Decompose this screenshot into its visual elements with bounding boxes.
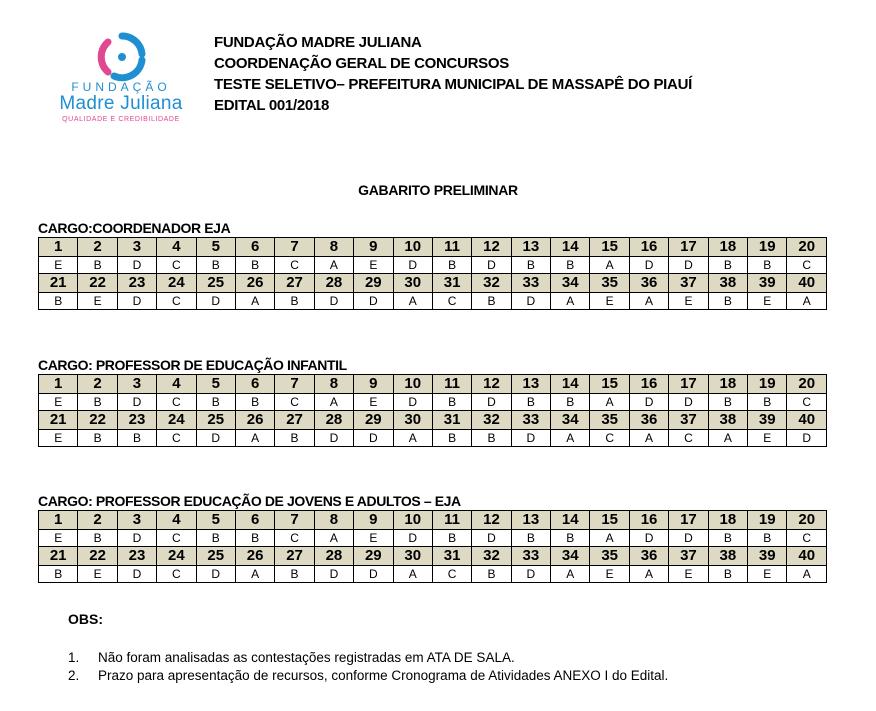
answer-row: [39, 430, 827, 447]
answer-cell: B: [511, 257, 550, 274]
question-number-cell: 18: [708, 375, 747, 394]
question-number-cell: 11: [432, 238, 471, 257]
question-number-cell: 37: [669, 547, 708, 566]
question-number-cell: 15: [590, 511, 629, 530]
answer-cell: C: [432, 566, 471, 583]
question-number-cell: 5: [196, 511, 235, 530]
question-number-cell: 19: [748, 238, 787, 257]
answer-cell: D: [314, 293, 353, 310]
section-professor-educacao-infantil: [38, 356, 827, 447]
answer-cell: D: [511, 566, 550, 583]
answer-cell: B: [235, 257, 274, 274]
answer-cell: B: [748, 530, 787, 547]
question-number-cell: 40: [787, 411, 827, 430]
answer-cell: C: [157, 530, 196, 547]
question-number-cell: 6: [235, 238, 274, 257]
question-number-cell: 22: [78, 274, 117, 293]
answer-cell: D: [629, 257, 668, 274]
answer-cell: B: [78, 257, 117, 274]
section-title: CARGO: PROFESSOR EDUCAÇÃO DE JOVENS E ADULTOS – EJA: [38, 493, 461, 509]
note-number: 2.: [68, 668, 80, 683]
answer-cell: D: [472, 530, 511, 547]
section-coordenador-eja: [38, 219, 827, 310]
answer-cell: C: [669, 430, 708, 447]
question-number-cell: 22: [78, 547, 117, 566]
answer-row: [39, 530, 827, 547]
number-row: [39, 511, 827, 530]
answer-cell: A: [235, 293, 274, 310]
answer-cell: D: [314, 430, 353, 447]
question-number-cell: 13: [511, 238, 550, 257]
question-number-cell: 8: [314, 238, 353, 257]
logo-text-madre-juliana: Madre Juliana: [59, 93, 183, 114]
question-number-cell: 27: [275, 547, 314, 566]
question-number-cell: 9: [354, 511, 393, 530]
question-number-cell: 25: [196, 411, 235, 430]
answer-cell: D: [472, 257, 511, 274]
answer-cell: D: [669, 394, 708, 411]
gabarito-title: GABARITO PRELIMINAR: [358, 182, 518, 198]
answer-cell: D: [354, 293, 393, 310]
question-number-cell: 3: [117, 375, 156, 394]
answer-cell: E: [590, 293, 629, 310]
answer-cell: A: [629, 293, 668, 310]
question-number-cell: 4: [157, 511, 196, 530]
answer-cell: A: [590, 530, 629, 547]
header-line-3: TESTE SELETIVO– PREFEITURA MUNICIPAL DE MASSAPÊ DO PIAUÍ: [214, 76, 692, 93]
question-number-cell: 1: [39, 375, 78, 394]
answer-cell: A: [393, 566, 432, 583]
answer-cell: B: [748, 394, 787, 411]
question-number-cell: 3: [117, 511, 156, 530]
header-line-1: FUNDAÇÃO MADRE JULIANA: [214, 34, 422, 51]
question-number-cell: 36: [629, 274, 668, 293]
question-number-cell: 29: [354, 411, 393, 430]
question-number-cell: 17: [669, 511, 708, 530]
question-number-cell: 17: [669, 238, 708, 257]
answer-cell: D: [629, 394, 668, 411]
question-number-cell: 16: [629, 375, 668, 394]
question-number-cell: 27: [275, 411, 314, 430]
note-text: Não foram analisadas as contestações registradas em ATA DE SALA.: [98, 650, 515, 665]
question-number-cell: 28: [314, 547, 353, 566]
question-number-cell: 15: [590, 238, 629, 257]
obs-label: OBS:: [68, 611, 103, 627]
question-number-cell: 11: [432, 511, 471, 530]
answer-cell: E: [78, 566, 117, 583]
answer-cell: B: [472, 566, 511, 583]
question-number-cell: 20: [787, 238, 827, 257]
logo-tagline: QUALIDADE E CREDIBILIDADE: [62, 116, 180, 123]
question-number-cell: 25: [196, 547, 235, 566]
answer-cell: A: [551, 430, 590, 447]
question-number-cell: 1: [39, 511, 78, 530]
question-number-cell: 39: [748, 547, 787, 566]
question-number-cell: 21: [39, 547, 78, 566]
question-number-cell: 35: [590, 547, 629, 566]
question-number-cell: 12: [472, 238, 511, 257]
question-number-cell: 25: [196, 274, 235, 293]
question-number-cell: 34: [551, 547, 590, 566]
question-number-cell: 35: [590, 274, 629, 293]
answer-cell: A: [787, 293, 827, 310]
answer-cell: B: [551, 530, 590, 547]
answer-cell: E: [39, 530, 78, 547]
answer-cell: C: [432, 293, 471, 310]
header-line-2: COORDENAÇÃO GERAL DE CONCURSOS: [214, 55, 509, 72]
answer-cell: A: [787, 566, 827, 583]
answer-cell: D: [669, 257, 708, 274]
question-number-cell: 12: [472, 375, 511, 394]
question-number-cell: 33: [511, 411, 550, 430]
answer-cell: B: [235, 394, 274, 411]
answer-cell: B: [196, 530, 235, 547]
question-number-cell: 17: [669, 375, 708, 394]
answer-cell: A: [393, 430, 432, 447]
answer-cell: E: [669, 566, 708, 583]
question-number-cell: 30: [393, 547, 432, 566]
answer-table: [38, 237, 827, 310]
question-number-cell: 31: [432, 411, 471, 430]
question-number-cell: 14: [551, 511, 590, 530]
question-number-cell: 4: [157, 375, 196, 394]
answer-cell: B: [275, 430, 314, 447]
answer-cell: C: [157, 430, 196, 447]
document-header: [214, 32, 692, 116]
question-number-cell: 34: [551, 411, 590, 430]
question-number-cell: 19: [748, 511, 787, 530]
answer-table: [38, 374, 827, 447]
answer-cell: D: [314, 566, 353, 583]
answer-row: [39, 394, 827, 411]
note-text: Prazo para apresentação de recursos, conforme Cronograma de Atividades ANEXO I do Edital.: [98, 668, 669, 683]
question-number-cell: 28: [314, 274, 353, 293]
answer-cell: A: [314, 530, 353, 547]
question-number-cell: 10: [393, 511, 432, 530]
question-number-cell: 24: [157, 547, 196, 566]
answer-cell: A: [314, 257, 353, 274]
answer-cell: B: [432, 530, 471, 547]
answer-cell: A: [551, 293, 590, 310]
question-number-cell: 9: [354, 375, 393, 394]
answer-cell: D: [196, 430, 235, 447]
question-number-cell: 3: [117, 238, 156, 257]
section-title: CARGO: PROFESSOR DE EDUCAÇÃO INFANTIL: [38, 357, 347, 373]
question-number-cell: 26: [235, 411, 274, 430]
answer-cell: B: [196, 257, 235, 274]
question-number-cell: 13: [511, 511, 550, 530]
answer-cell: C: [590, 430, 629, 447]
question-number-cell: 32: [472, 547, 511, 566]
question-number-cell: 23: [117, 411, 156, 430]
question-number-cell: 4: [157, 238, 196, 257]
answer-cell: D: [393, 530, 432, 547]
question-number-cell: 29: [354, 274, 393, 293]
question-number-cell: 18: [708, 511, 747, 530]
number-row: [39, 238, 827, 257]
question-number-cell: 2: [78, 238, 117, 257]
question-number-cell: 24: [157, 411, 196, 430]
answer-cell: A: [551, 566, 590, 583]
section-title: CARGO:COORDENADOR EJA: [38, 220, 231, 236]
question-number-cell: 19: [748, 375, 787, 394]
answer-cell: C: [275, 394, 314, 411]
answer-cell: E: [354, 257, 393, 274]
question-number-cell: 23: [117, 547, 156, 566]
answer-cell: C: [157, 566, 196, 583]
question-number-cell: 30: [393, 274, 432, 293]
answer-cell: A: [629, 566, 668, 583]
answer-cell: D: [511, 293, 550, 310]
question-number-cell: 1: [39, 238, 78, 257]
question-number-cell: 20: [787, 511, 827, 530]
question-number-cell: 32: [472, 411, 511, 430]
question-number-cell: 16: [629, 511, 668, 530]
answer-cell: E: [354, 394, 393, 411]
answer-cell: C: [275, 530, 314, 547]
answer-cell: D: [117, 257, 156, 274]
question-number-cell: 36: [629, 547, 668, 566]
answer-cell: D: [354, 430, 393, 447]
question-number-cell: 22: [78, 411, 117, 430]
answer-cell: B: [117, 430, 156, 447]
question-number-cell: 35: [590, 411, 629, 430]
notes-list: [68, 649, 668, 685]
answer-row: [39, 566, 827, 583]
answer-cell: B: [708, 394, 747, 411]
question-number-cell: 5: [196, 375, 235, 394]
section-professor-eja: [38, 492, 827, 583]
question-number-cell: 39: [748, 274, 787, 293]
answer-cell: A: [314, 394, 353, 411]
answer-cell: A: [590, 257, 629, 274]
note-item: [68, 649, 668, 667]
header-line-4: EDITAL 001/2018: [214, 97, 330, 114]
answer-cell: D: [787, 430, 827, 447]
question-number-cell: 37: [669, 274, 708, 293]
answer-cell: E: [39, 257, 78, 274]
question-number-cell: 2: [78, 511, 117, 530]
question-number-cell: 33: [511, 547, 550, 566]
note-item: [68, 667, 668, 685]
answer-cell: C: [275, 257, 314, 274]
question-number-cell: 8: [314, 375, 353, 394]
answer-cell: D: [472, 394, 511, 411]
answer-cell: B: [39, 566, 78, 583]
answer-cell: B: [39, 293, 78, 310]
question-number-cell: 40: [787, 547, 827, 566]
question-number-cell: 33: [511, 274, 550, 293]
answer-cell: C: [157, 257, 196, 274]
question-number-cell: 31: [432, 274, 471, 293]
answer-cell: B: [708, 293, 747, 310]
answer-cell: D: [117, 394, 156, 411]
question-number-cell: 40: [787, 274, 827, 293]
number-row: [39, 274, 827, 293]
answer-cell: B: [196, 394, 235, 411]
answer-cell: E: [39, 394, 78, 411]
question-number-cell: 36: [629, 411, 668, 430]
question-number-cell: 31: [432, 547, 471, 566]
answer-cell: B: [472, 430, 511, 447]
question-number-cell: 34: [551, 274, 590, 293]
answer-cell: E: [39, 430, 78, 447]
logo-swirl-icon: [94, 32, 150, 82]
answer-cell: D: [117, 530, 156, 547]
question-number-cell: 7: [275, 238, 314, 257]
answer-cell: B: [78, 430, 117, 447]
question-number-cell: 8: [314, 511, 353, 530]
question-number-cell: 37: [669, 411, 708, 430]
answer-row: [39, 257, 827, 274]
question-number-cell: 14: [551, 375, 590, 394]
question-number-cell: 38: [708, 411, 747, 430]
answer-cell: A: [590, 394, 629, 411]
answer-cell: D: [117, 566, 156, 583]
answer-cell: B: [708, 566, 747, 583]
question-number-cell: 12: [472, 511, 511, 530]
question-number-cell: 7: [275, 375, 314, 394]
answer-cell: B: [511, 530, 550, 547]
question-number-cell: 11: [432, 375, 471, 394]
answer-cell: A: [235, 566, 274, 583]
answer-cell: D: [196, 293, 235, 310]
question-number-cell: 24: [157, 274, 196, 293]
question-number-cell: 9: [354, 238, 393, 257]
question-number-cell: 21: [39, 411, 78, 430]
question-number-cell: 18: [708, 238, 747, 257]
answer-cell: B: [551, 394, 590, 411]
question-number-cell: 28: [314, 411, 353, 430]
answer-cell: C: [157, 394, 196, 411]
answer-cell: A: [235, 430, 274, 447]
answer-cell: C: [157, 293, 196, 310]
question-number-cell: 38: [708, 274, 747, 293]
answer-cell: B: [275, 566, 314, 583]
answer-cell: E: [354, 530, 393, 547]
question-number-cell: 2: [78, 375, 117, 394]
question-number-cell: 7: [275, 511, 314, 530]
question-number-cell: 23: [117, 274, 156, 293]
answer-cell: C: [787, 257, 827, 274]
answer-cell: D: [196, 566, 235, 583]
answer-cell: B: [78, 530, 117, 547]
question-number-cell: 39: [748, 411, 787, 430]
answer-cell: B: [551, 257, 590, 274]
question-number-cell: 32: [472, 274, 511, 293]
answer-cell: B: [511, 394, 550, 411]
answer-row: [39, 293, 827, 310]
number-row: [39, 375, 827, 394]
question-number-cell: 26: [235, 274, 274, 293]
answer-cell: B: [432, 430, 471, 447]
answer-cell: E: [748, 566, 787, 583]
answer-cell: E: [669, 293, 708, 310]
question-number-cell: 21: [39, 274, 78, 293]
logo: [52, 30, 192, 130]
note-number: 1.: [68, 650, 80, 665]
answer-cell: A: [629, 430, 668, 447]
answer-cell: D: [354, 566, 393, 583]
question-number-cell: 27: [275, 274, 314, 293]
answer-cell: D: [629, 530, 668, 547]
answer-cell: C: [787, 394, 827, 411]
question-number-cell: 29: [354, 547, 393, 566]
answer-cell: D: [117, 293, 156, 310]
answer-cell: E: [78, 293, 117, 310]
answer-cell: B: [432, 257, 471, 274]
answer-cell: A: [708, 430, 747, 447]
number-row: [39, 411, 827, 430]
answer-cell: D: [511, 430, 550, 447]
question-number-cell: 38: [708, 547, 747, 566]
question-number-cell: 20: [787, 375, 827, 394]
answer-cell: D: [393, 394, 432, 411]
answer-cell: D: [669, 530, 708, 547]
number-row: [39, 547, 827, 566]
question-number-cell: 26: [235, 547, 274, 566]
answer-cell: B: [708, 257, 747, 274]
question-number-cell: 30: [393, 411, 432, 430]
question-number-cell: 10: [393, 375, 432, 394]
question-number-cell: 6: [235, 511, 274, 530]
question-number-cell: 16: [629, 238, 668, 257]
question-number-cell: 5: [196, 238, 235, 257]
question-number-cell: 10: [393, 238, 432, 257]
answer-cell: E: [748, 430, 787, 447]
answer-cell: B: [748, 257, 787, 274]
answer-cell: B: [708, 530, 747, 547]
answer-cell: E: [590, 566, 629, 583]
answer-cell: C: [787, 530, 827, 547]
answer-cell: B: [472, 293, 511, 310]
answer-cell: D: [393, 257, 432, 274]
answer-cell: B: [235, 530, 274, 547]
question-number-cell: 6: [235, 375, 274, 394]
answer-cell: B: [78, 394, 117, 411]
answer-cell: A: [393, 293, 432, 310]
question-number-cell: 14: [551, 238, 590, 257]
answer-cell: B: [432, 394, 471, 411]
logo-text-fundacao: FUNDAÇÃO: [71, 80, 171, 94]
question-number-cell: 15: [590, 375, 629, 394]
question-number-cell: 13: [511, 375, 550, 394]
answer-cell: B: [275, 293, 314, 310]
answer-table: [38, 510, 827, 583]
answer-cell: E: [748, 293, 787, 310]
